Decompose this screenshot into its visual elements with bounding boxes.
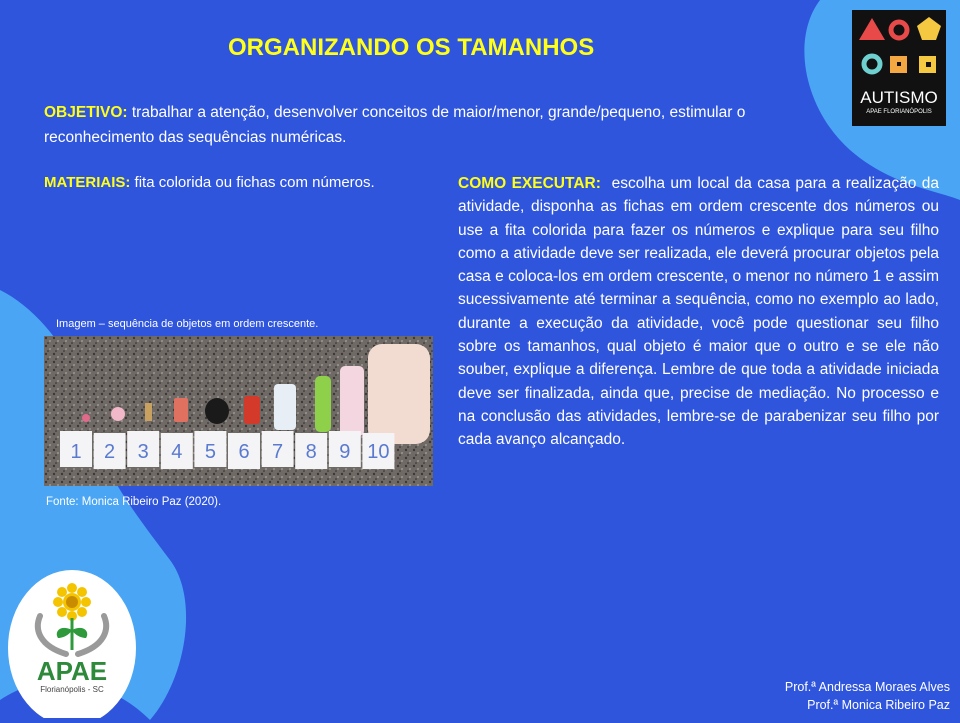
objective-text: trabalhar a atenção, desenvolver conceitos de maior/menor, grande/pequeno, estimular o reconhecimento das sequências numéricas. [44,104,746,146]
image-source: Fonte: Monica Ribeiro Paz (2020). [46,496,222,508]
number-card-label: 4 [171,441,183,463]
object-1 [82,414,90,422]
credits [785,678,950,714]
number-card-label: 9 [339,441,351,463]
autismo-logo [852,10,946,126]
number-card-label: 3 [137,441,149,463]
number-card-label: 10 [367,441,390,463]
object-5 [205,398,229,424]
number-card-label: 7 [272,441,284,463]
number-card-label: 2 [104,441,116,463]
number-card-label: 1 [70,441,82,463]
objective-paragraph [44,100,844,150]
object-7 [274,384,296,430]
object-4 [174,398,188,422]
objects-photo-svg [44,336,433,486]
credit-line-2: Prof.ª Monica Ribeiro Paz [807,698,950,712]
materials-text: fita colorida ou fichas com números. [130,174,375,191]
how-to-text: escolha um local da casa para a realização da atividade, disponha as fichas em ordem crescente dos números ou use a fita colorida para fazer os números e explique para seu filho como a atividade deve ser realizada, ele deverá procurar objetos pela casa e coloca-los em ordem crescente, o menor no número 1 e assim sucessivamente até terminar a sequência, como no exemplo ao lado, durante a execução da atividade, você pode questionar seu filho sobre os tamanhos, qual objeto é maior que o outro e se ele não souber, explique a diferença. Lembre de que toda a atividade iniciada deve ser finalizada, ainda que, precise de mediação. No processo e na conclusão das atividades, lembre-se de parabenizar seu filho por cada avanço alcançado. [458,175,944,449]
how-to-paragraph [458,172,944,452]
apae-logo-sub: Florianópolis - SC [40,685,104,694]
materials-label: MATERIAIS: [44,174,131,191]
autismo-logo-sub: APAE FLORIANÓPOLIS [866,109,932,115]
apae-logo [8,568,136,718]
object-2 [111,407,125,421]
materials-paragraph [44,174,454,191]
object-9 [340,366,364,436]
objects-photo [44,336,433,486]
number-card-label: 6 [238,441,250,463]
number-card-label: 8 [305,441,317,463]
apae-logo-name: APAE [36,656,108,686]
credit-line-1: Prof.ª Andressa Moraes Alves [784,680,950,694]
object-10 [368,344,430,444]
autismo-logo-name: AUTISMO [860,88,938,107]
object-3 [145,403,152,421]
image-caption: Imagem – sequência de objetos em ordem crescente. [56,318,319,330]
object-8 [315,376,331,432]
objective-label: OBJETIVO: [44,104,128,121]
number-card-label: 5 [204,441,216,463]
how-to-label: COMO EXECUTAR: [458,175,601,192]
object-6 [244,396,260,424]
page-title: ORGANIZANDO OS TAMANHOS [228,34,595,61]
apae-logo-icon [8,568,136,718]
